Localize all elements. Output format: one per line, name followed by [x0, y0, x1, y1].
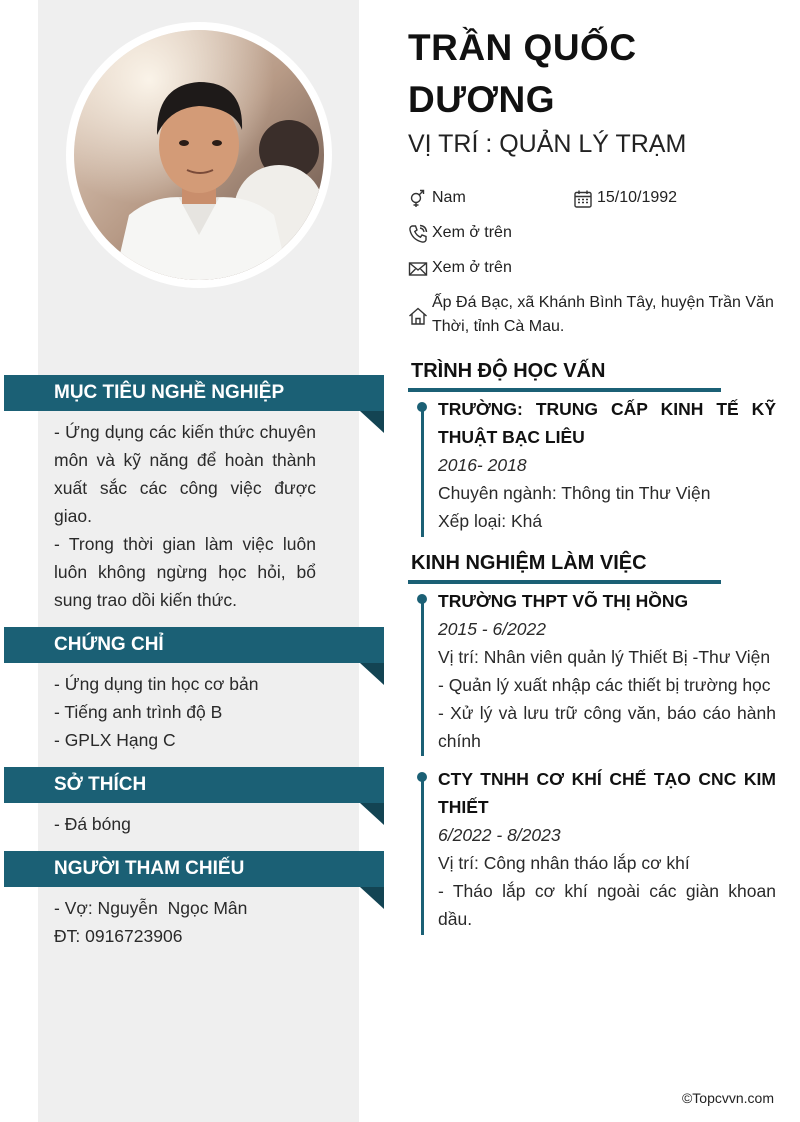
experience-company: TRƯỜNG THPT VÕ THỊ HỒNG — [438, 591, 689, 611]
candidate-position: VỊ TRÍ : QUẢN LÝ TRẠM — [408, 130, 687, 158]
experience-rule — [408, 580, 721, 584]
certificate-item: - Ứng dụng tin học cơ bản — [54, 674, 259, 694]
home-icon — [408, 306, 428, 326]
ribbon-fold — [360, 887, 384, 909]
objective-heading: MỤC TIÊU NGHỀ NGHIỆP — [4, 375, 384, 411]
ribbon-fold — [360, 663, 384, 685]
phone-value: Xem ở trên — [432, 224, 512, 241]
education-rule — [408, 388, 721, 392]
timeline-line — [421, 403, 424, 537]
experience-heading: KINH NGHIỆM LÀM VIỆC — [411, 552, 647, 574]
references-list — [54, 894, 316, 950]
timeline-dot — [417, 772, 427, 782]
reference-item: - Vợ: Nguyễn Ngọc Mân — [54, 898, 248, 918]
timeline-dot — [417, 402, 427, 412]
email-value: Xem ở trên — [432, 259, 512, 276]
education-grade: Xếp loại: Khá — [438, 511, 543, 531]
certificates-list — [54, 670, 316, 754]
birthday-value: 15/10/1992 — [597, 189, 678, 206]
hobbies-heading: SỞ THÍCH — [4, 767, 384, 803]
references-heading: NGƯỜI THAM CHIẾU — [4, 851, 384, 887]
objective-paragraph: - Ứng dụng các kiến thức chuyên môn và kỹ năng để hoàn thành xuất sắc các công việc được giao. — [54, 422, 316, 526]
certificate-item: - Tiếng anh trình độ B — [54, 702, 223, 722]
reference-item: ĐT: 0916723906 — [54, 926, 183, 946]
address-info — [408, 291, 778, 339]
education-school: TRƯỜNG: TRUNG CẤP KINH TẾ KỸ THUẬT BẠC LIÊU — [438, 399, 776, 447]
experience-company: CTY TNHH CƠ KHÍ CHẾ TẠO CNC KIM THIẾT — [438, 769, 776, 817]
experience-entry — [438, 765, 776, 933]
objective-text — [54, 418, 316, 614]
education-major: Chuyên ngành: Thông tin Thư Viện — [438, 483, 711, 503]
gender-icon — [408, 189, 428, 209]
education-period: 2016- 2018 — [438, 455, 527, 475]
candidate-name: TRẦN QUỐC DƯƠNG — [408, 27, 637, 120]
gender-value: Nam — [432, 189, 466, 206]
timeline-line — [421, 773, 424, 935]
ribbon-fold — [360, 803, 384, 825]
timeline-dot — [417, 594, 427, 604]
ribbon-fold — [360, 411, 384, 433]
experience-period: 2015 - 6/2022 — [438, 619, 547, 639]
calendar-icon — [573, 189, 593, 209]
experience-period: 6/2022 - 8/2023 — [438, 825, 561, 845]
experience-task: - Quản lý xuất nhập các thiết bị trường học — [438, 675, 771, 695]
education-heading: TRÌNH ĐỘ HỌC VẤN — [411, 360, 606, 382]
certificate-item: - GPLX Hạng C — [54, 730, 176, 750]
experience-role: Vị trí: Công nhân tháo lắp cơ khí — [438, 853, 690, 873]
objective-paragraph: - Trong thời gian làm việc luôn luôn không ngừng học hỏi, bổ sung trao dồi kiến thức. — [54, 534, 316, 610]
avatar — [74, 30, 324, 280]
phone-info — [408, 221, 768, 245]
education-entry — [438, 395, 776, 535]
address-value: Ấp Đá Bạc, xã Khánh Bình Tây, huyện Trần Văn Thời, tỉnh Cà Mau. — [432, 294, 774, 335]
birthday-info — [573, 186, 773, 210]
hobbies-list — [54, 810, 316, 838]
experience-task: - Tháo lắp cơ khí ngoài các giàn khoan dầu. — [438, 881, 776, 929]
envelope-icon — [408, 259, 428, 279]
experience-task: - Xử lý và lưu trữ công văn, báo cáo hành chính — [438, 703, 776, 751]
experience-role: Vị trí: Nhân viên quản lý Thiết Bị -Thư Viện — [438, 647, 771, 667]
footer-credit: ©Topcvvn.com — [681, 1090, 774, 1106]
phone-icon — [408, 224, 428, 244]
experience-entry — [438, 587, 776, 755]
certificates-heading: CHỨNG CHỈ — [4, 627, 384, 663]
email-info — [408, 256, 768, 280]
timeline-line — [421, 596, 424, 756]
gender-info — [408, 186, 568, 210]
hobby-item: - Đá bóng — [54, 814, 131, 834]
